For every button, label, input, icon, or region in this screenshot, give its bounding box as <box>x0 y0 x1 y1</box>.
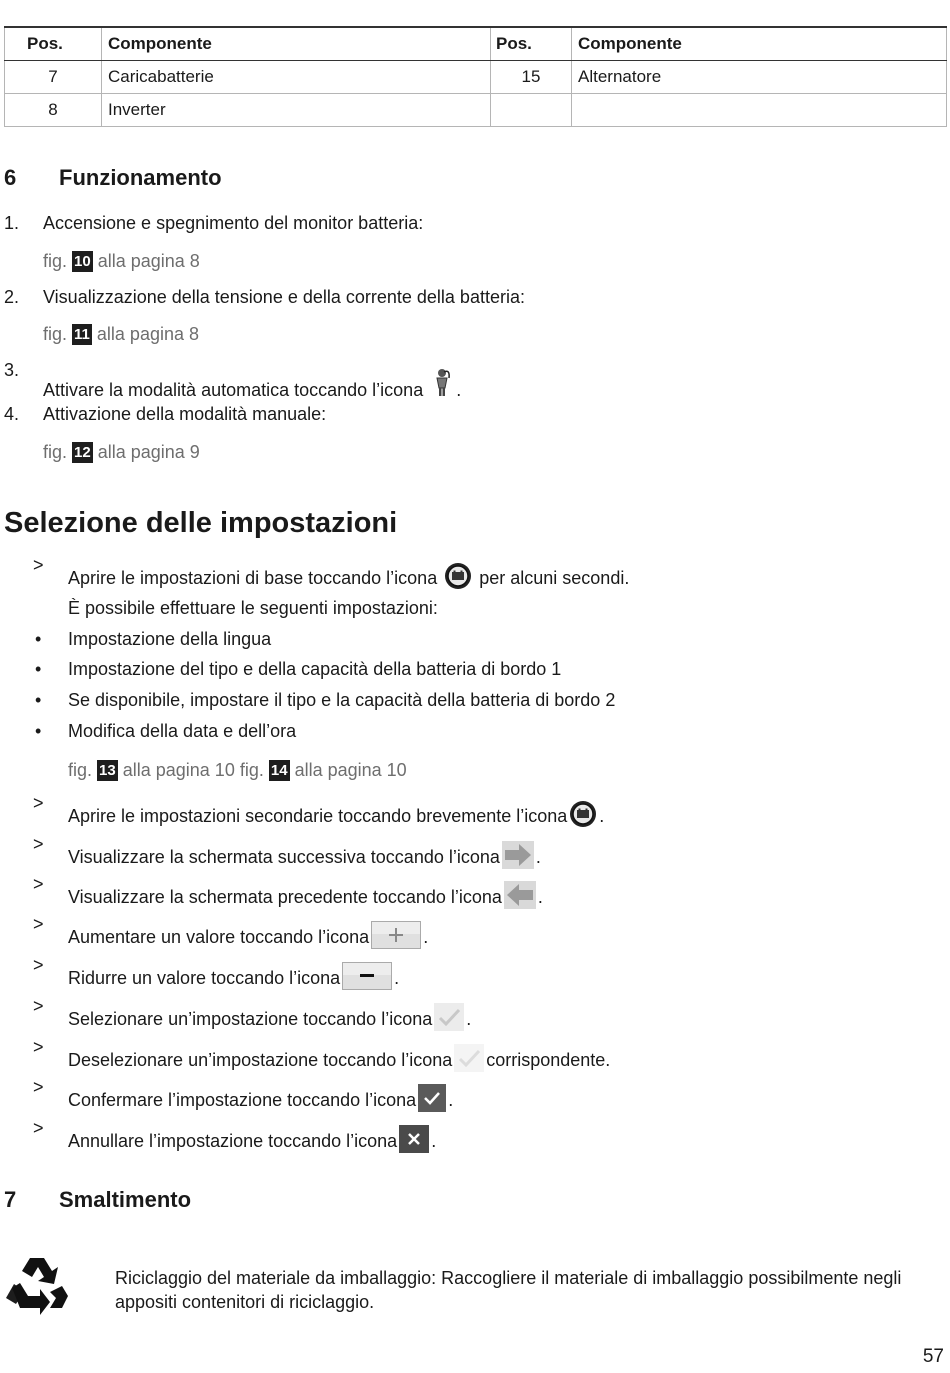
column-header: Pos. <box>5 27 102 61</box>
section-title: Smaltimento <box>59 1187 192 1212</box>
step-text: Annullare l’impostazione toccando l’icona <box>68 1131 398 1151</box>
arrow-left-icon <box>504 881 536 909</box>
column-header: Pos. <box>491 27 572 61</box>
list-number: 4. <box>4 404 20 424</box>
section-number: 6 <box>4 165 17 190</box>
list-item-text: Attivazione della modalità manuale: <box>43 404 327 424</box>
table-cell: Caricabatterie <box>102 61 491 94</box>
step-text: Visualizzare la schermata successiva toccando l’icona <box>68 847 500 867</box>
settings-heading: Selezione delle impostazioni <box>4 507 398 539</box>
column-header: Componente <box>102 27 491 61</box>
step-arrow: > <box>33 996 44 1016</box>
step-text: Selezionare un’impostazione toccando l’icona <box>68 1009 433 1029</box>
disposal-text: Riciclaggio del materiale da imballaggio: Raccogliere il materiale di imballaggio possibilmente negli appositi contenitori di riciclaggio. <box>115 1268 902 1312</box>
step-arrow: > <box>33 914 44 934</box>
figure-badge: 10 <box>74 253 91 270</box>
figure-badge: 14 <box>270 762 288 779</box>
table-cell: 15 <box>491 61 572 94</box>
recycle-icon <box>4 1254 70 1323</box>
step-text-after: per alcuni secondi. <box>479 568 630 588</box>
table-header-row <box>5 27 947 61</box>
bullet-item: Impostazione della lingua <box>68 629 272 649</box>
step-arrow: > <box>33 955 44 975</box>
bullet-item: Impostazione del tipo e della capacità della batteria di bordo 1 <box>68 659 562 679</box>
page-ref: alla pagina 10 <box>294 760 407 780</box>
step-item <box>68 1084 453 1112</box>
arrow-right-icon <box>502 841 534 869</box>
section-6-heading <box>4 165 222 191</box>
fig-label: fig. <box>68 760 93 780</box>
punctuation: . <box>456 380 462 400</box>
step-arrow: > <box>33 793 44 813</box>
step-item <box>68 1044 610 1072</box>
step-item <box>68 1003 471 1031</box>
bullet: • <box>35 659 42 679</box>
step-text: Aprire le impostazioni di base toccando l’icona <box>68 568 438 588</box>
bullet: • <box>35 629 42 649</box>
punctuation: . <box>535 847 541 867</box>
section-title: Funzionamento <box>59 165 222 190</box>
minus-icon <box>342 962 392 990</box>
open-basic-settings-text <box>68 562 629 590</box>
page-number: 57 <box>922 1346 944 1367</box>
battery-settings-icon <box>569 800 597 828</box>
table-row <box>5 94 947 127</box>
fig-label: fig. <box>43 251 68 271</box>
punctuation: . <box>537 887 543 907</box>
step-item <box>68 1125 436 1153</box>
confirm-icon <box>418 1084 446 1112</box>
step-arrow: > <box>33 874 44 894</box>
figure-reference <box>68 760 407 781</box>
list-number: 2. <box>4 287 20 307</box>
page-ref: alla pagina 9 <box>97 442 200 462</box>
step-arrow: > <box>33 1077 44 1097</box>
step-item <box>68 800 604 828</box>
punctuation: . <box>448 1090 454 1110</box>
step-text: Visualizzare la schermata precedente toccando l’icona <box>68 887 502 907</box>
possible-settings-text: È possibile effettuare le seguenti impostazioni: <box>68 598 438 618</box>
punctuation: . <box>599 806 605 826</box>
section-7-heading <box>4 1187 191 1213</box>
list-number: 3. <box>4 360 20 380</box>
auto-mode-icon <box>430 368 454 398</box>
bullet-item: Se disponibile, impostare il tipo e la capacità della batteria di bordo 2 <box>68 690 616 710</box>
auto-mode-text: Attivare la modalità automatica toccando l’icona <box>43 380 424 400</box>
fig-label: fig. <box>43 324 68 344</box>
check-faint-icon <box>454 1044 484 1072</box>
battery-settings-icon <box>444 562 472 590</box>
table-cell: 8 <box>5 94 102 127</box>
table-cell <box>491 94 572 127</box>
step-text: Aprire le impostazioni secondarie toccando brevemente l’icona <box>68 806 568 826</box>
step-text-after: corrispondente. <box>486 1050 611 1070</box>
table-row <box>5 61 947 94</box>
step-item <box>68 881 543 909</box>
figure-badge: 11 <box>74 326 90 343</box>
figure-badge: 12 <box>74 444 91 461</box>
fig-label: fig. <box>43 442 68 462</box>
step-arrow: > <box>33 555 44 575</box>
figure-reference <box>43 442 200 463</box>
page-ref: alla pagina 10 <box>122 760 235 780</box>
step-text: Aumentare un valore toccando l’icona <box>68 927 370 947</box>
step-item <box>68 841 541 869</box>
bullet-item: Modifica della data e dell’ora <box>68 721 297 741</box>
check-light-icon <box>434 1003 464 1031</box>
table-cell: Alternatore <box>572 61 947 94</box>
step-item <box>68 962 399 990</box>
bullet: • <box>35 690 42 710</box>
table-cell: 7 <box>5 61 102 94</box>
step-text: Ridurre un valore toccando l’icona <box>68 968 341 988</box>
page-ref: alla pagina 8 <box>97 251 200 271</box>
step-text: Deselezionare un’impostazione toccando l’icona <box>68 1050 453 1070</box>
punctuation: . <box>466 1009 472 1029</box>
bullet: • <box>35 721 42 741</box>
cancel-icon <box>399 1125 429 1153</box>
figure-reference <box>43 324 199 345</box>
punctuation: . <box>423 927 429 947</box>
step-arrow: > <box>33 1037 44 1057</box>
parts-table <box>4 26 947 127</box>
list-item-text <box>43 368 461 401</box>
plus-icon <box>371 921 421 949</box>
page-ref: alla pagina 8 <box>96 324 199 344</box>
figure-badge: 13 <box>99 762 116 779</box>
list-number: 1. <box>4 213 20 233</box>
fig-label: fig. <box>239 760 264 780</box>
step-arrow: > <box>33 1118 44 1138</box>
section-number: 7 <box>4 1187 17 1212</box>
punctuation: . <box>394 968 400 988</box>
step-arrow: > <box>33 834 44 854</box>
table-cell <box>572 94 947 127</box>
figure-reference <box>43 251 200 272</box>
list-item-text: Visualizzazione della tensione e della corrente della batteria: <box>43 287 525 307</box>
list-item-text: Accensione e spegnimento del monitor batteria: <box>43 213 424 233</box>
punctuation: . <box>431 1131 437 1151</box>
column-header: Componente <box>572 27 947 61</box>
step-item <box>68 921 428 949</box>
step-text: Confermare l’impostazione toccando l’icona <box>68 1090 417 1110</box>
table-cell: Inverter <box>102 94 491 127</box>
